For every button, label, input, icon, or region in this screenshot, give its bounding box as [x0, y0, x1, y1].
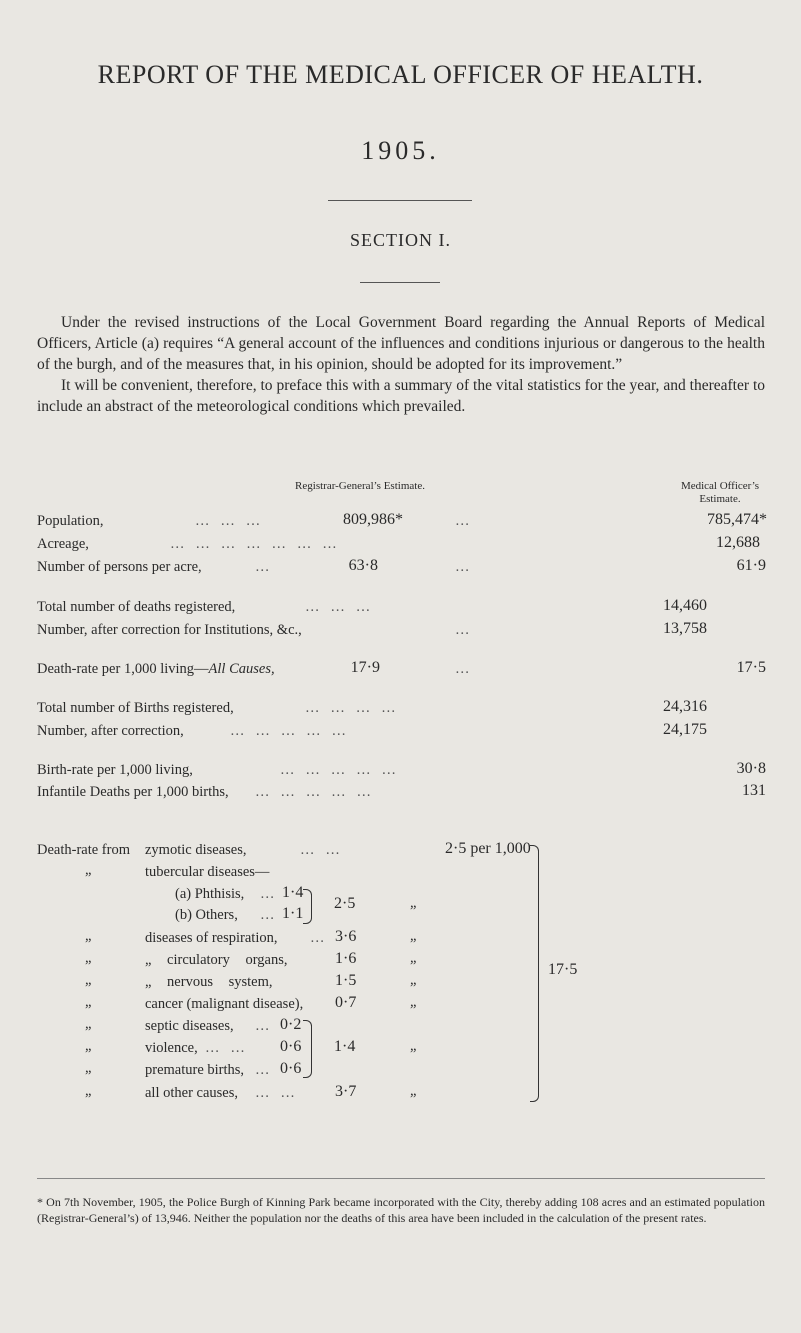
cause-septic-sub: 0·2: [280, 1016, 302, 1033]
ditto-mark: „: [410, 928, 417, 944]
ditto-mark: „: [410, 950, 417, 966]
cause-circulatory-value: 1·6: [335, 950, 357, 967]
ditto-mark: „: [85, 1060, 92, 1076]
leader-dots: … … … … … … …: [170, 536, 337, 552]
ditto-mark: „: [85, 972, 92, 988]
ditto-mark: „: [85, 1038, 92, 1054]
ditto-mark: „: [85, 1016, 92, 1032]
ditto-mark: „: [410, 972, 417, 988]
divider: [328, 200, 472, 201]
leader-dots: … … …: [195, 513, 261, 529]
divider: [360, 282, 440, 283]
leader-dots: …: [255, 559, 270, 575]
cause-others-sub: 1·1: [282, 905, 304, 922]
footnote: * On 7th November, 1905, the Police Burgh of Kinning Park became incorporated with the City, thereby adding 108 acres and an estimated population (Registrar-General’s) of 13,946. Neither the population nor the deaths of this area have been included in the calculation of the present rates.: [37, 1195, 765, 1225]
death-rate-label: [37, 661, 275, 678]
cause-cancer-value: 0·7: [335, 994, 357, 1011]
cause-others-label: (b) Others,: [175, 907, 238, 923]
cause-premature-sub: 0·6: [280, 1060, 302, 1077]
cause-other-value: 3·7: [335, 1083, 357, 1100]
cause-circulatory-label: „ circulatory organs,: [145, 952, 288, 968]
cause-nervous-value: 1·5: [335, 972, 357, 989]
intro-paragraph: Under the revised instructions of the Local Government Board regarding the Annual Reports of Medical Officers, Article (a) requires “A general account of the influences and conditions injurious or dangerous to the health of the burgh, and of the measures that, in his opinion, should be adopted for its improvement.”: [37, 314, 765, 373]
births-corrected-label: Number, after correction,: [37, 723, 184, 739]
death-rate-label-italic: All Causes,: [208, 661, 275, 677]
cause-other-label: all other causes,: [145, 1085, 239, 1101]
deaths-total-label: Total number of deaths registered,: [37, 599, 236, 615]
cause-group-total: 1·4: [334, 1038, 356, 1055]
cause-premature-label: premature births,: [145, 1062, 245, 1078]
leader-dots: …: [455, 622, 470, 638]
ditto-mark: „: [410, 994, 417, 1010]
section-heading: SECTION I.: [350, 230, 451, 250]
intro-text: [37, 312, 765, 417]
population-reg: 809,986*: [343, 511, 403, 528]
deaths-total-value: 14,460: [663, 597, 707, 614]
report-year: 1905.: [361, 136, 440, 165]
cause-respiration-label: diseases of respiration,: [145, 930, 278, 946]
ditto-mark: „: [85, 994, 92, 1010]
cause-nervous-label: „ nervous system,: [145, 974, 273, 990]
leader-dots: …: [455, 661, 470, 677]
births-total-value: 24,316: [663, 698, 707, 715]
ditto-mark: „: [85, 862, 92, 878]
cause-violence-label: violence,: [145, 1040, 198, 1056]
cause-zymotic-value: 2·5 per 1,000: [445, 840, 531, 857]
density-reg: 63·8: [348, 557, 378, 574]
brace: [303, 889, 312, 924]
brace: [530, 845, 539, 1102]
cause-phthisis-sub: 1·4: [282, 884, 304, 901]
brace: [303, 1020, 312, 1078]
leader-dots: …: [455, 513, 470, 529]
deaths-corrected-value: 13,758: [663, 620, 707, 637]
ditto-mark: „: [410, 1038, 417, 1054]
death-rate-reg: 17·9: [350, 659, 380, 676]
cause-respiration-value: 3·6: [335, 928, 357, 945]
birth-rate-value: 30·8: [736, 760, 766, 777]
cause-violence-sub: 0·6: [280, 1038, 302, 1055]
cause-cancer-label: cancer (malignant disease),: [145, 996, 304, 1012]
cause-tubercular-label: tubercular diseases—: [145, 864, 270, 880]
density-label: Number of persons per acre,: [37, 559, 202, 575]
leader-dots: … …: [205, 1040, 245, 1056]
ditto-mark: „: [85, 1083, 92, 1099]
leader-dots: …: [455, 559, 470, 575]
infant-label: Infantile Deaths per 1,000 births,: [37, 784, 229, 800]
cause-septic-label: septic diseases,: [145, 1018, 234, 1034]
cause-phthisis-label: (a) Phthisis,: [175, 886, 245, 902]
population-label: Population,: [37, 513, 104, 529]
births-total-label: Total number of Births registered,: [37, 700, 234, 716]
med-estimate-header: Medical Officer’s Estimate.: [680, 480, 760, 505]
cause-tubercular-total: 2·5: [334, 895, 356, 912]
divider: [37, 1178, 765, 1179]
leader-dots: … …: [300, 842, 340, 858]
ditto-mark: „: [85, 928, 92, 944]
births-corrected-value: 24,175: [663, 721, 707, 738]
ditto-mark: „: [410, 895, 417, 911]
acreage-label: Acreage,: [37, 536, 89, 552]
leader-dots: …: [260, 886, 275, 902]
leader-dots: …: [260, 907, 275, 923]
cause-prefix: Death-rate from: [37, 842, 130, 858]
infant-value: 131: [742, 782, 766, 799]
reg-estimate-header: Registrar-General’s Estimate.: [295, 480, 425, 492]
leader-dots: …: [255, 1018, 270, 1034]
ditto-mark: „: [85, 950, 92, 966]
leader-dots: … … … …: [305, 700, 396, 716]
density-med: 61·9: [736, 557, 766, 574]
cause-zymotic-label: zymotic diseases,: [145, 842, 247, 858]
acreage-med: 12,688: [716, 534, 760, 551]
leader-dots: … … … … …: [230, 723, 346, 739]
leader-dots: … … …: [305, 599, 371, 615]
leader-dots: …: [310, 930, 325, 946]
intro-paragraph: It will be convenient, therefore, to preface this with a summary of the vital statistics for the year, and thereafter to include an abstract of the meteorological conditions which prevailed.: [37, 377, 765, 415]
leader-dots: … … … … …: [255, 784, 371, 800]
leader-dots: …: [255, 1062, 270, 1078]
population-med: 785,474*: [707, 511, 767, 528]
deaths-corrected-label: Number, after correction for Institutions, &c.,: [37, 622, 302, 638]
ditto-mark: „: [410, 1083, 417, 1099]
death-rate-label-text: Death-rate per 1,000 living—: [37, 661, 209, 677]
leader-dots: … …: [255, 1085, 295, 1101]
cause-overall-total: 17·5: [548, 961, 578, 978]
birth-rate-label: Birth-rate per 1,000 living,: [37, 762, 193, 778]
death-rate-med: 17·5: [736, 659, 766, 676]
leader-dots: … … … … …: [280, 762, 396, 778]
page-title: REPORT OF THE MEDICAL OFFICER OF HEALTH.: [97, 60, 704, 89]
